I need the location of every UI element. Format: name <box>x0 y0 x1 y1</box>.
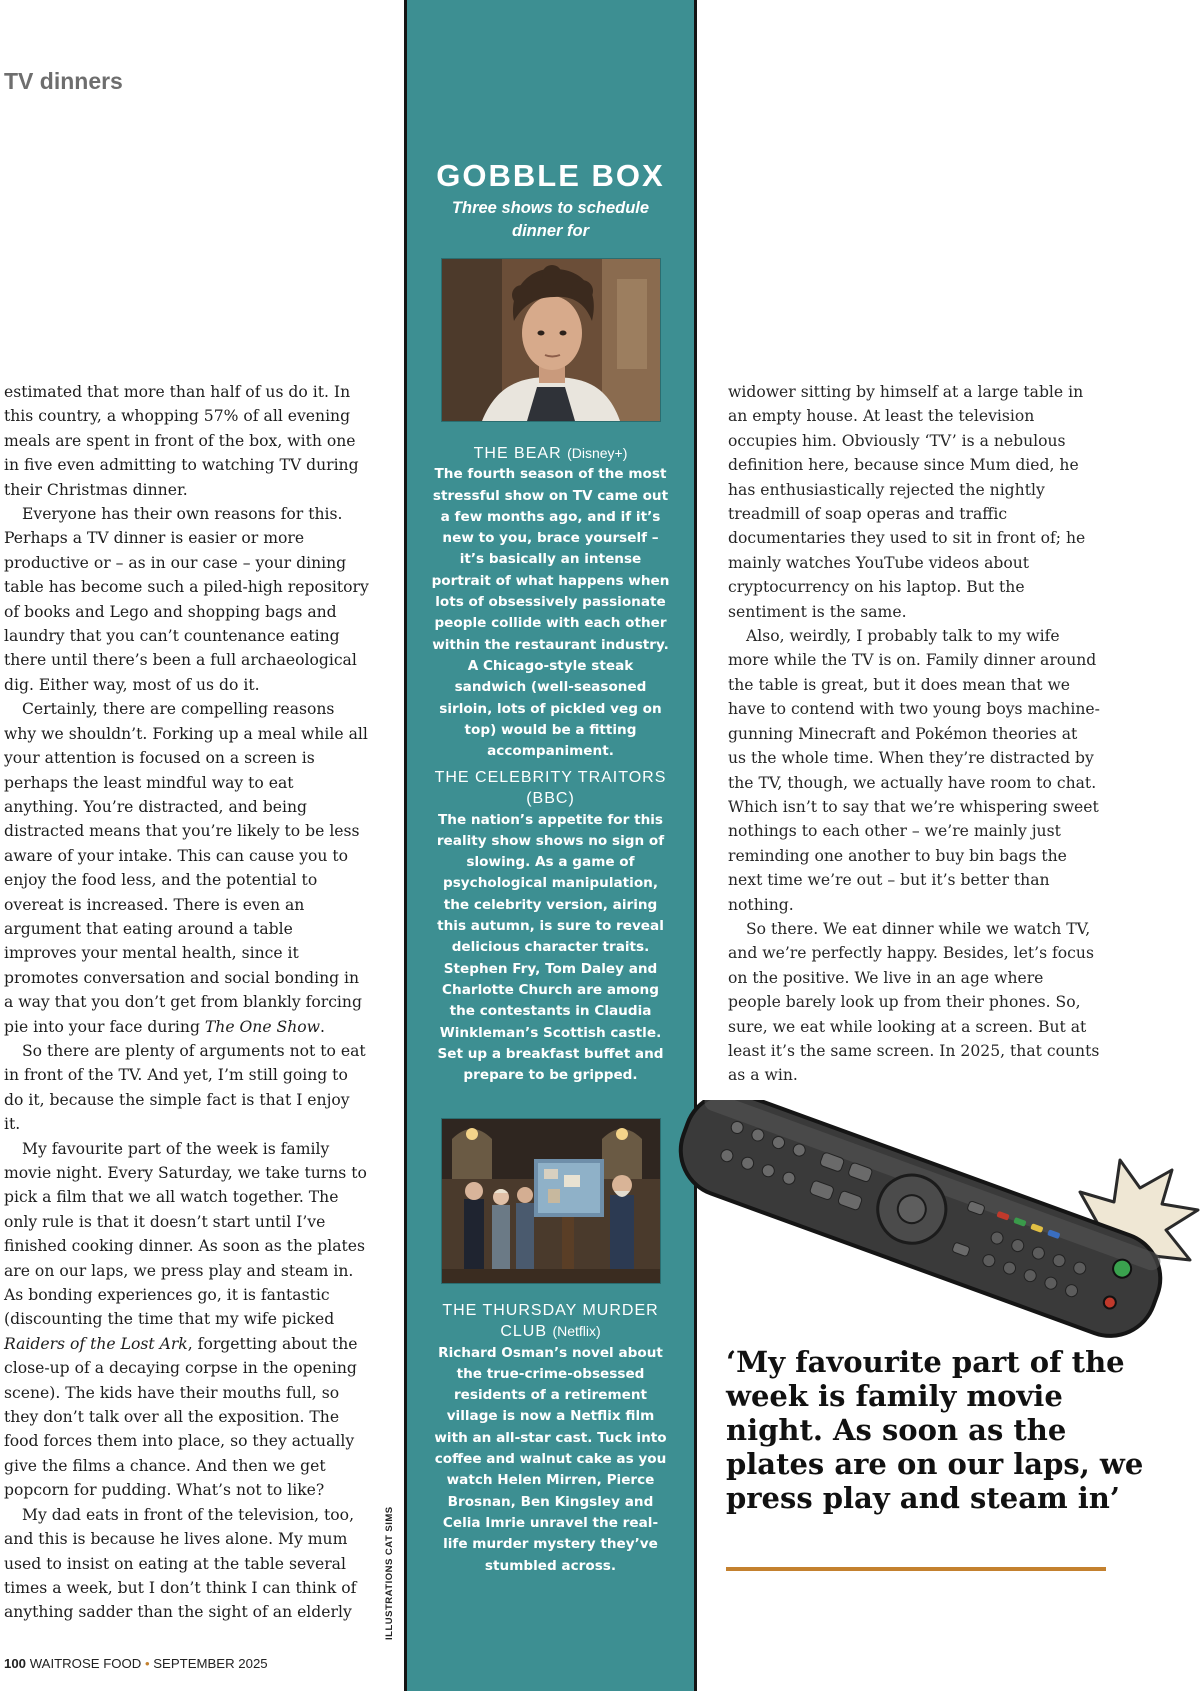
show-name: THE THURSDAY MURDER CLUB <box>442 1302 659 1341</box>
thursday-murder-club-still-image <box>441 1118 661 1284</box>
sidebar-gobble-box <box>404 0 697 1691</box>
the-bear-still-image <box>441 258 661 422</box>
pull-quote-rule <box>726 1567 1106 1571</box>
footer-separator: • <box>144 1656 150 1671</box>
show-name: THE CELEBRITY TRAITORS <box>434 769 667 786</box>
show-name: THE BEAR <box>473 445 562 462</box>
show-celebrity-traitors <box>431 767 670 1086</box>
issue-date: SEPTEMBER 2025 <box>153 1656 268 1671</box>
article-paragraph: My dad eats in front of the television, too, and this is because he lives alone. My mum used to insist on eating at the table several times a week, but I don’t think I can think of anything sadder than the sight of an elderly <box>4 1505 357 1622</box>
film-title-italic: Raiders of the Lost Ark <box>4 1334 188 1353</box>
paragraph-text: . <box>320 1017 325 1036</box>
page-footer <box>4 1656 268 1671</box>
article-paragraph: Everyone has their own reasons for this. Perhaps a TV dinner is easier or more productive or – as in our case – your dining table has become such a piled-high repository of books and Lego and shopping bags and laundry that you can’t countenance eating there until there’s been a full archaeological dig. Either way, most of us do it. <box>4 505 369 694</box>
article-paragraph <box>4 697 370 1039</box>
show-description: The fourth season of the most stressful show on TV came out a few months ago, and if it’s new to you, brace yourself – it’s basically an intense portrait of what happens when lots of obsessively passionate people collide with each other within the restaurant industry. A Chicago-style steak sandwich (well-seasoned sirloin, lots of pickled veg on top) would be a fitting accompaniment. <box>431 466 670 760</box>
show-title <box>431 767 670 810</box>
show-thursday-murder-club <box>431 1300 670 1577</box>
illustration-credit: ILLUSTRATIONS CAT SIMS <box>384 1506 395 1640</box>
article-paragraph: So there. We eat dinner while we watch TV, and we’re perfectly happy. Besides, let’s focus on the positive. We live in an age where people barely look up from their phones. So, sure, we eat while looking at a screen. But at least it’s the same screen. In 2025, that counts as a win. <box>728 919 1100 1085</box>
show-network: (Netflix) <box>552 1323 601 1340</box>
show-network: (BBC) <box>526 790 575 808</box>
show-the-bear <box>431 443 670 762</box>
paragraph-text: , forgetting about the close-up of a decaying corpse in the opening scene). The kids have their mouths full, so they don’t talk over all the exposition. The food forces them into place, so they actually give the films a chance. And then we get popcorn for pudding. What’s not to like? <box>4 1334 358 1500</box>
paragraph-text: Certainly, there are compelling reasons why we shouldn’t. Forking up a meal while all your attention is focused on a screen is perhaps the least mindful way to eat anything. You’re distracted, and being distracted means that you’re likely to be less aware of your intake. This can cause you to enjoy the food less, and the potential to overeat is increased. There is even an argument that eating around a table improves your mental health, since it promotes conversation and social bonding in a way that you don’t get from blankly forcing pie into your face during <box>4 700 368 1036</box>
show-description: Richard Osman’s novel about the true-crime-obsessed residents of a retirement village is now a Netflix film with an all-star cast. Tuck into coffee and walnut cake as you watch Helen Mirren, Pierce Brosnan, Ben Kingsley and Celia Imrie unravel the real-life murder mystery they’ve stumbled across. <box>434 1344 667 1574</box>
show-description: The nation’s appetite for this reality show shows no sign of slowing. As a game of psychological manipulation, the celebrity version, airing this autumn, is sure to reveal delicious character traits. Stephen Fry, Tom Daley and Charlotte Church are among the contestants in Claudia Winkleman’s Scottish castle. Set up a breakfast buffet and prepare to be gripped. <box>436 811 665 1084</box>
article-column-left <box>4 380 370 1625</box>
magazine-name: WAITROSE FOOD <box>29 1656 142 1671</box>
article-paragraph: widower sitting by himself at a large table in an empty house. At least the television occupies him. Obviously ‘TV’ is a nebulous definition here, because since Mum died, he has enthusiastically rejected the nightly treadmill of soap operas and traffic documentaries they used to sit in front of; he mainly watches YouTube videos about cryptocurrency on his laptop. But the sentiment is the same. <box>728 383 1086 621</box>
pull-quote: ‘My favourite part of the week is family movie night. As soon as the plates are on our laps, we press play and steam in’ <box>726 1345 1144 1515</box>
article-paragraph: Also, weirdly, I probably talk to my wife more while the TV is on. Family dinner around the table is great, but it does mean that we have to contend with two young boys machine-gunning Minecraft and Pokémon theories at us the whole time. When they’re distracted by the TV, though, we actually have room to chat. Which isn’t to say that we’re whispering sweet nothings to each other – we’re mainly just reminding one another to buy bin bags the next time we’re out – but it’s better than nothing. <box>728 627 1100 914</box>
section-label: TV dinners <box>4 68 123 94</box>
page-number: 100 <box>4 1656 27 1671</box>
article-paragraph: estimated that more than half of us do it. In this country, a whopping 57% of all evening meals are spent in front of the box, with one in five even admitting to watching TV during their Christmas dinner. <box>4 383 359 499</box>
article-column-right <box>728 380 1100 1088</box>
show-title-italic: The One Show <box>204 1017 320 1036</box>
sidebar-subtitle: Three shows to schedule dinner for <box>451 199 650 240</box>
show-network: (Disney+) <box>567 445 628 461</box>
paragraph-text: My favourite part of the week is family movie night. Every Saturday, we take turns to pick a film that we all watch together. The only rule is that it doesn’t start until I’ve finished cooking dinner. As soon as the plates are on our laps, we press play and steam in. As bonding experiences go, it is fantastic (discounting the time that my wife picked <box>4 1139 367 1329</box>
show-title <box>431 443 670 464</box>
sidebar-title: GOBBLE BOX <box>436 158 665 193</box>
show-title <box>431 1300 670 1343</box>
article-paragraph: So there are plenty of arguments not to eat in front of the TV. And yet, I’m still going to do it, because the simple fact is that I enjoy it. <box>4 1041 366 1134</box>
article-paragraph <box>4 1137 370 1503</box>
